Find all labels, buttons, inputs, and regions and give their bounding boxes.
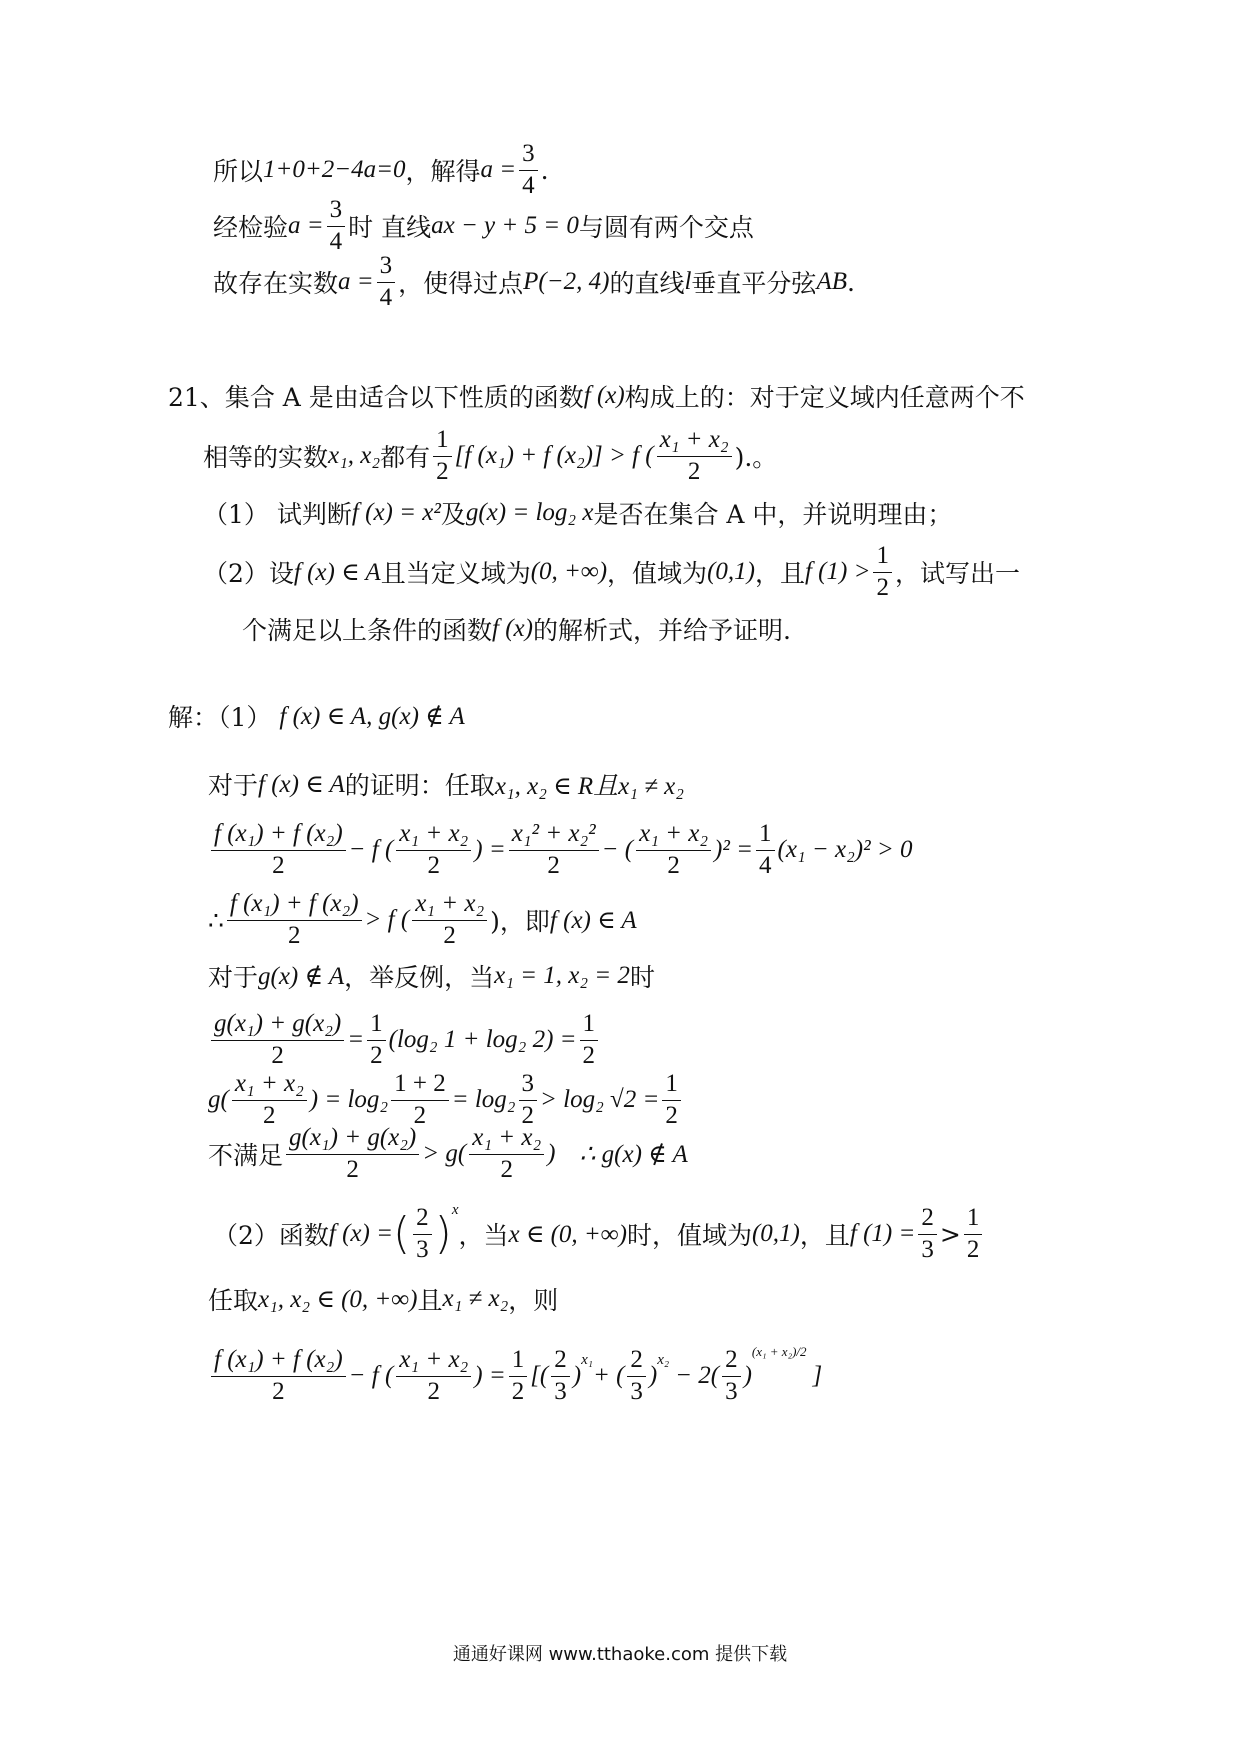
frac-den: 2	[263, 1101, 276, 1129]
op: ) =	[474, 1362, 506, 1389]
x12: x₁, x₂	[328, 442, 381, 469]
op: >	[939, 1219, 961, 1249]
fx-def: f (x) = x²	[351, 499, 441, 526]
op: [(	[530, 1362, 549, 1389]
text: ，且	[754, 559, 805, 588]
fraction-half	[873, 542, 892, 603]
text: 不满足	[208, 1141, 284, 1170]
range: (0,1)	[751, 1220, 800, 1247]
bracket: ]	[812, 1362, 823, 1389]
expr: (log₂ 1 + log₂ 2) =	[388, 1026, 577, 1053]
counterexample: x₁ = 1, x₂ = 2	[494, 962, 630, 989]
frac-den: 2	[370, 1041, 383, 1069]
frac-den: 2	[287, 921, 301, 949]
text: )，即	[490, 907, 550, 936]
claim: f (x) ∈ A, g(x) ∉ A	[279, 703, 465, 730]
frac-num: 2	[551, 1346, 570, 1377]
chord-ab: AB	[816, 268, 847, 295]
frac-den: 3	[921, 1235, 934, 1263]
frac-den: 2	[667, 851, 680, 879]
frac-num: 1	[509, 1346, 528, 1377]
solution-3	[208, 956, 655, 996]
equation-6	[208, 1342, 822, 1410]
op: = log₂	[451, 1086, 516, 1113]
frac-den: 2	[443, 921, 456, 949]
fx: f (x) =	[328, 1220, 393, 1247]
frac-num: 1	[873, 542, 892, 573]
op: =	[347, 1026, 365, 1053]
text: 的解析式，并给予证明.	[532, 616, 791, 645]
solution-2	[208, 764, 684, 804]
text: 时	[629, 963, 655, 992]
therefore: ∴	[208, 905, 224, 935]
frac-den: 3	[630, 1377, 643, 1405]
text: 所以	[213, 157, 264, 186]
equation-3	[208, 1008, 601, 1072]
fraction-half	[580, 1010, 599, 1071]
text: .	[540, 155, 549, 185]
frac-den: 2	[272, 1377, 285, 1405]
exponent: (x₁ + x₂)/2	[751, 1344, 807, 1359]
fraction	[211, 1346, 346, 1407]
frac-den: 2	[413, 1101, 427, 1129]
fx: f (x)	[492, 615, 533, 642]
text: 个满足以上条件的函数	[242, 616, 493, 645]
fraction	[286, 1124, 419, 1185]
inequality: [f (x₁) + f (x₂)] > f (	[454, 442, 654, 469]
frac-den: 2	[271, 1041, 284, 1069]
problem-stem-2	[203, 424, 777, 488]
frac-den: 2	[427, 1377, 441, 1405]
op: − f (	[348, 836, 394, 863]
fx-in-a: f (x) ∈ A	[549, 907, 637, 934]
text: 对于	[208, 963, 259, 992]
exponent: x₁	[581, 1352, 593, 1368]
solution-1	[168, 696, 465, 736]
text: （2）函数	[213, 1221, 329, 1250]
frac-num: 2	[918, 1204, 937, 1235]
g: g(	[208, 1086, 229, 1113]
fraction-half	[367, 1010, 386, 1071]
line-3	[213, 252, 855, 312]
text: 构成上的：对于定义域内任意两个不	[624, 383, 1025, 412]
paren-right: )	[434, 1208, 452, 1259]
text: ，试写出一	[894, 559, 1020, 588]
conclusion: ∴ g(x) ∉ A	[579, 1141, 688, 1168]
expr: (x₁ − x₂)² > 0	[777, 836, 913, 863]
footer: 通通好课网 www.tthaoke.com 提供下载	[452, 1644, 788, 1665]
fraction-avg	[636, 820, 711, 881]
var-l: l	[684, 268, 692, 295]
text: ，解得	[405, 157, 481, 186]
text: 的证明：任取	[344, 771, 495, 800]
text: 是否在集合 A 中，并说明理由；	[593, 500, 953, 529]
text: 且	[417, 1286, 443, 1315]
var-a: a =	[480, 156, 517, 183]
frac-num: x₁ + x₂	[396, 1346, 471, 1377]
question-2-cont	[242, 609, 791, 649]
gx-not-in-a: g(x) ∉ A	[258, 963, 345, 990]
fraction-3-4	[519, 140, 538, 201]
fraction-two-thirds	[413, 1204, 432, 1265]
frac-num: 3	[519, 140, 538, 171]
fraction-half	[433, 426, 452, 487]
frac-den: 2	[582, 1041, 596, 1069]
text: .	[846, 267, 855, 297]
frac-num: 1	[756, 820, 775, 851]
text: ，使得过点	[398, 269, 524, 298]
fraction	[227, 890, 362, 951]
text: ，且	[799, 1221, 850, 1250]
frac-den: 2	[500, 1155, 513, 1183]
op: ) = log₂	[309, 1086, 389, 1113]
text: 且当定义域为	[380, 559, 531, 588]
frac-num: x₁² + x₂²	[509, 820, 599, 851]
x12-domain: x₁, x₂ ∈ (0, +∞)	[258, 1286, 418, 1313]
frac-den: 4	[329, 227, 343, 255]
fraction-avg	[412, 890, 487, 951]
equation-5	[208, 1122, 688, 1186]
solution-label: 解：（1）	[168, 703, 272, 732]
line-1	[213, 140, 549, 200]
frac-den: 3	[725, 1377, 738, 1405]
text: ，值域为	[607, 559, 708, 588]
fraction	[211, 820, 346, 881]
frac-den: 2	[272, 851, 285, 879]
frac-den: 2	[346, 1155, 359, 1183]
frac-num: 2	[413, 1204, 432, 1235]
frac-den: 2	[966, 1235, 980, 1263]
frac-num: 2	[722, 1346, 741, 1377]
paren: )	[572, 1362, 582, 1389]
op: ) =	[474, 836, 506, 863]
fraction-avg	[396, 1346, 471, 1407]
frac-num: x₁ + x₂	[412, 890, 487, 921]
text: 故存在实数	[213, 269, 339, 298]
exponent: x	[451, 1202, 459, 1218]
frac-den: 4	[522, 171, 535, 199]
text: ，则	[508, 1286, 559, 1315]
op: )² =	[714, 836, 753, 863]
frac-num: g(x₁) + g(x₂)	[286, 1124, 419, 1155]
frac-num: 3	[327, 196, 346, 227]
frac-num: x₁ + x₂	[232, 1070, 307, 1101]
fraction-two-thirds	[551, 1346, 570, 1407]
op: > f (	[364, 906, 410, 933]
text: 时 直线	[348, 213, 432, 242]
equation-1	[208, 818, 912, 882]
part-2	[213, 1196, 985, 1272]
frac-den: 3	[416, 1235, 429, 1263]
text: 任取	[208, 1286, 259, 1315]
paren-left: (	[392, 1208, 411, 1259]
part-2-take	[208, 1279, 558, 1319]
frac-num: f (x₁) + f (x₂)	[211, 1346, 346, 1377]
condition: x₁, x₂ ∈ R且x₁ ≠ x₂	[494, 773, 684, 800]
fraction-half	[964, 1204, 983, 1265]
fx-in-a: f (x) ∈ A	[258, 771, 345, 798]
point: P(−2, 4)	[523, 268, 610, 295]
fraction	[509, 820, 599, 881]
frac-num: g(x₁) + g(x₂)	[211, 1010, 344, 1041]
frac-den: 4	[379, 283, 393, 311]
fraction-3-4	[377, 252, 396, 313]
f1: f (1) >	[804, 558, 871, 585]
text: 时，值域为	[626, 1221, 752, 1250]
frac-num: x₁ + x₂	[469, 1124, 544, 1155]
gx-def: g(x) = log₂ x	[465, 499, 594, 526]
text: 与圆有两个交点	[578, 213, 754, 242]
text: 垂直平分弦	[691, 269, 817, 298]
frac-num: 1 + 2	[391, 1070, 449, 1101]
frac-num: 3	[519, 1070, 538, 1101]
x12-neq: x₁ ≠ x₂	[442, 1285, 509, 1312]
frac-den: 3	[554, 1377, 567, 1405]
text: 经检验	[213, 213, 289, 242]
op: − f (	[348, 1362, 394, 1389]
op: + (	[592, 1362, 625, 1389]
equation-2	[208, 888, 637, 952]
expr: > log₂ √2 =	[540, 1086, 660, 1113]
domain: x ∈ (0, +∞)	[508, 1221, 627, 1248]
text: ，举反例，当	[344, 963, 495, 992]
frac-num: 1	[662, 1070, 681, 1101]
op: − 2(	[675, 1362, 720, 1389]
fx-in-a: f (x) ∈ A	[293, 559, 381, 586]
question-1	[203, 493, 952, 533]
frac-den: 2	[547, 851, 560, 879]
var-a: a =	[338, 268, 374, 295]
fraction-avg	[396, 820, 471, 881]
frac-num: x₁ + x₂	[657, 426, 732, 457]
line-2	[213, 196, 754, 256]
frac-den: 2	[876, 573, 889, 601]
op: )	[547, 1140, 556, 1167]
text: ).。	[734, 443, 778, 472]
fraction-two-thirds	[627, 1346, 646, 1407]
equation: ax − y + 5 = 0	[431, 212, 579, 239]
frac-num: 1	[964, 1204, 983, 1235]
equation: 1+0+2−4a=0	[263, 156, 406, 183]
frac-den: 2	[511, 1377, 525, 1405]
frac-num: x₁ + x₂	[636, 820, 711, 851]
text: 对于	[208, 771, 259, 800]
frac-num: 1	[367, 1010, 386, 1041]
question-2	[203, 540, 1020, 604]
frac-num: 2	[627, 1346, 646, 1377]
exponent: x₂	[657, 1352, 670, 1368]
frac-num: 1	[433, 426, 452, 457]
text: 相等的实数	[203, 443, 329, 472]
problem-number: 21、	[168, 383, 225, 412]
frac-den: 2	[687, 457, 701, 485]
paren: )	[743, 1362, 752, 1389]
fraction-quarter	[756, 820, 775, 881]
frac-den: 4	[759, 851, 772, 879]
fraction-two-thirds	[722, 1346, 741, 1407]
text: 及	[440, 500, 466, 529]
frac-num: f (x₁) + f (x₂)	[211, 820, 346, 851]
q1-label: （1）	[203, 500, 269, 529]
fraction-avg	[657, 426, 732, 487]
op: > g(	[422, 1140, 467, 1167]
frac-num: 1	[580, 1010, 599, 1041]
frac-den: 2	[436, 457, 449, 485]
fraction-two-thirds	[918, 1204, 937, 1265]
frac-num: f (x₁) + f (x₂)	[227, 890, 362, 921]
problem-stem-1	[168, 376, 1025, 416]
fraction-3-4	[327, 196, 346, 257]
fx: f (x)	[583, 382, 625, 409]
text: 的直线	[609, 269, 685, 298]
paren: )	[648, 1362, 658, 1389]
fraction	[211, 1010, 344, 1071]
domain: (0, +∞)	[530, 558, 608, 585]
frac-den: 2	[521, 1101, 534, 1129]
text: 集合 A 是由适合以下性质的函数	[224, 383, 584, 412]
q2-label: （2）设	[203, 559, 294, 588]
frac-den: 2	[665, 1101, 678, 1129]
fraction-half	[509, 1346, 528, 1407]
frac-num: x₁ + x₂	[396, 820, 471, 851]
frac-den: 2	[427, 851, 441, 879]
text: ，当	[458, 1221, 509, 1250]
op: − (	[601, 836, 634, 863]
range: (0,1)	[707, 558, 755, 585]
f1: f (1) =	[849, 1220, 916, 1247]
frac-num: 3	[377, 252, 396, 283]
var-a: a =	[288, 212, 324, 239]
text: 都有	[380, 443, 431, 472]
text: 试判断	[276, 500, 352, 529]
fraction-avg	[469, 1124, 544, 1185]
